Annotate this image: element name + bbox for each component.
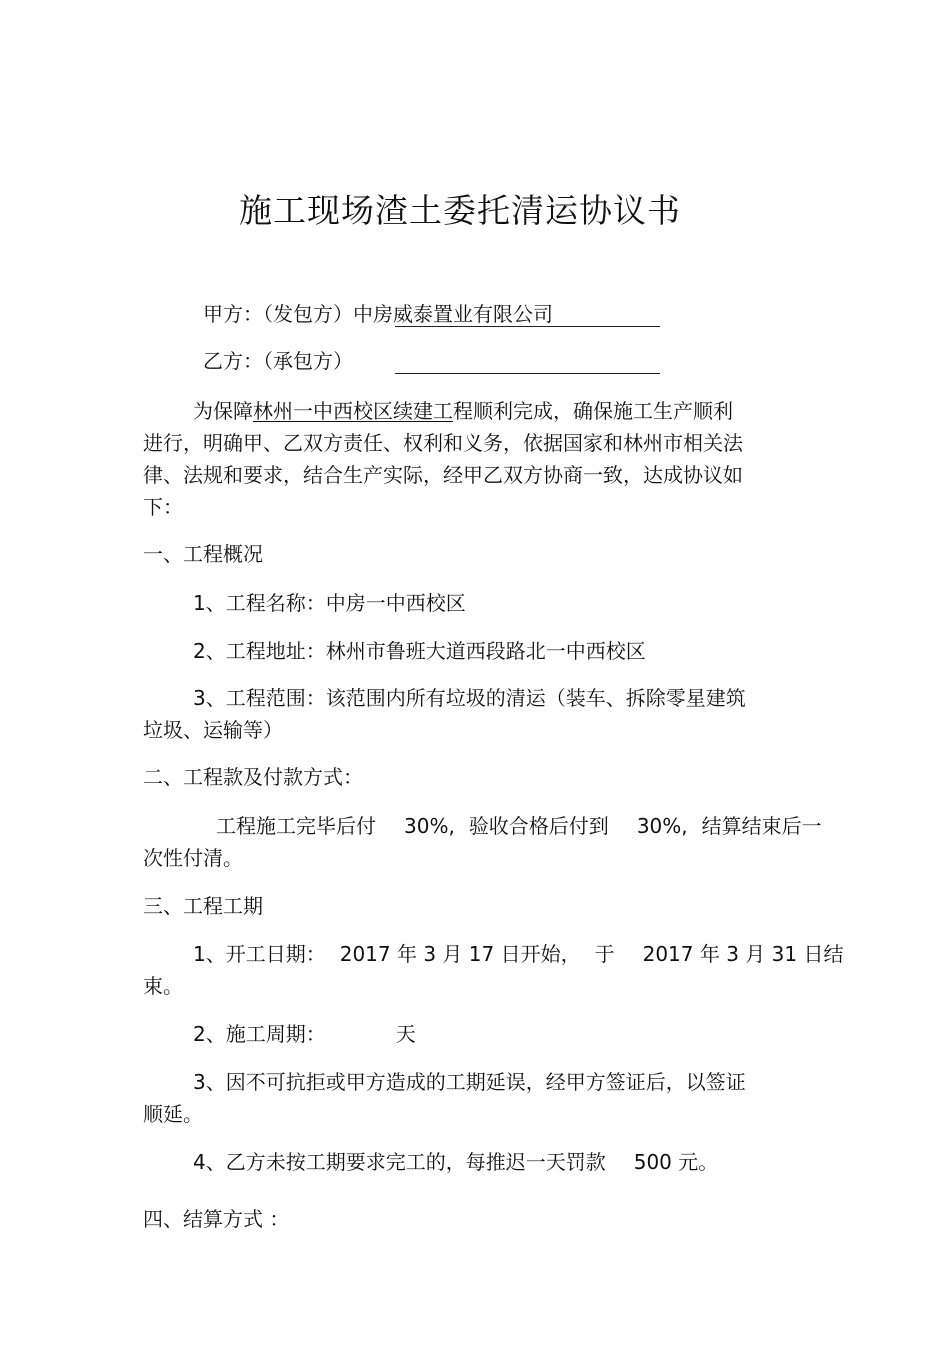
document-title: 施工现场渣土委托清运协议书 — [239, 191, 681, 230]
penalty-amount: 500 元。 — [633, 1150, 719, 1174]
section-1-heading: 一、工程概况 — [143, 542, 263, 566]
payment-a: 工程施工完毕后付 — [216, 814, 376, 838]
section-1-item-3-line-2: 垃圾、运输等） — [143, 718, 283, 742]
intro-post: 程顺利完成，确保施工生产顺利 — [453, 399, 733, 423]
party-b-label: 乙方：（承包方） — [203, 349, 353, 373]
section-3-item-3-line-1: 3、因不可抗拒或甲方造成的工期延误，经甲方签证后，以签证 — [193, 1070, 746, 1094]
start-date-label: 1、开工日期： — [193, 942, 326, 966]
intro-project-name: 林州一中西校区续建工 — [253, 399, 453, 423]
section-3-item-1-line-2: 束。 — [143, 974, 183, 998]
section-2-payment-line — [216, 810, 822, 842]
section-1-item-3-line-1: 3、工程范围：该范围内所有垃圾的清运（装车、拆除零星建筑 — [193, 686, 746, 710]
section-1-item-2: 2、工程地址：林州市鲁班大道西段路北一中西校区 — [193, 639, 646, 663]
intro-line-4: 下： — [143, 495, 183, 519]
party-b-row — [203, 345, 353, 377]
period-label: 2、施工周期： — [193, 1022, 326, 1046]
party-a-label: 甲方：（发包方） — [203, 302, 353, 326]
section-3-item-3-line-2: 顺延。 — [143, 1102, 203, 1126]
payment-a-percent: 30%, — [404, 814, 455, 838]
intro-line-1 — [193, 395, 733, 427]
intro-pre: 为保障 — [193, 399, 253, 423]
intro-line-2: 进行，明确甲、乙双方责任、权利和义务，依据国家和林州市相关法 — [143, 431, 743, 455]
payment-c: 结算结束后一 — [701, 814, 822, 838]
section-4-heading: 四、结算方式 ： — [143, 1207, 290, 1231]
start-date-connector: 于 — [594, 942, 615, 966]
intro-line-3: 律、法规和要求，结合生产实际，经甲乙双方协商一致，达成协议如 — [143, 463, 743, 487]
payment-b: 验收合格后付到 — [468, 814, 609, 838]
section-3-heading: 三、工程工期 — [143, 894, 263, 918]
section-2-heading: 二、工程款及付款方式： — [143, 765, 363, 789]
penalty-text: 4、乙方未按工期要求完工的，每推迟一天罚款 — [193, 1150, 606, 1174]
section-3-item-1 — [193, 938, 843, 970]
party-b-underline — [395, 373, 660, 374]
section-2-line-2: 次性付清。 — [143, 846, 243, 870]
section-3-item-4 — [193, 1146, 718, 1178]
section-1-item-1: 1、工程名称：中房一中西校区 — [193, 591, 466, 615]
end-date: 2017 年 3 月 31 日结 — [642, 942, 844, 966]
party-a-underline — [395, 326, 660, 327]
section-3-item-2 — [193, 1018, 416, 1050]
start-date: 2017 年 3 月 17 日开始， — [339, 942, 581, 966]
payment-b-percent: 30%, — [636, 814, 688, 838]
party-a-value: 中房威泰置业有限公司 — [353, 302, 553, 326]
period-unit: 天 — [395, 1022, 416, 1046]
